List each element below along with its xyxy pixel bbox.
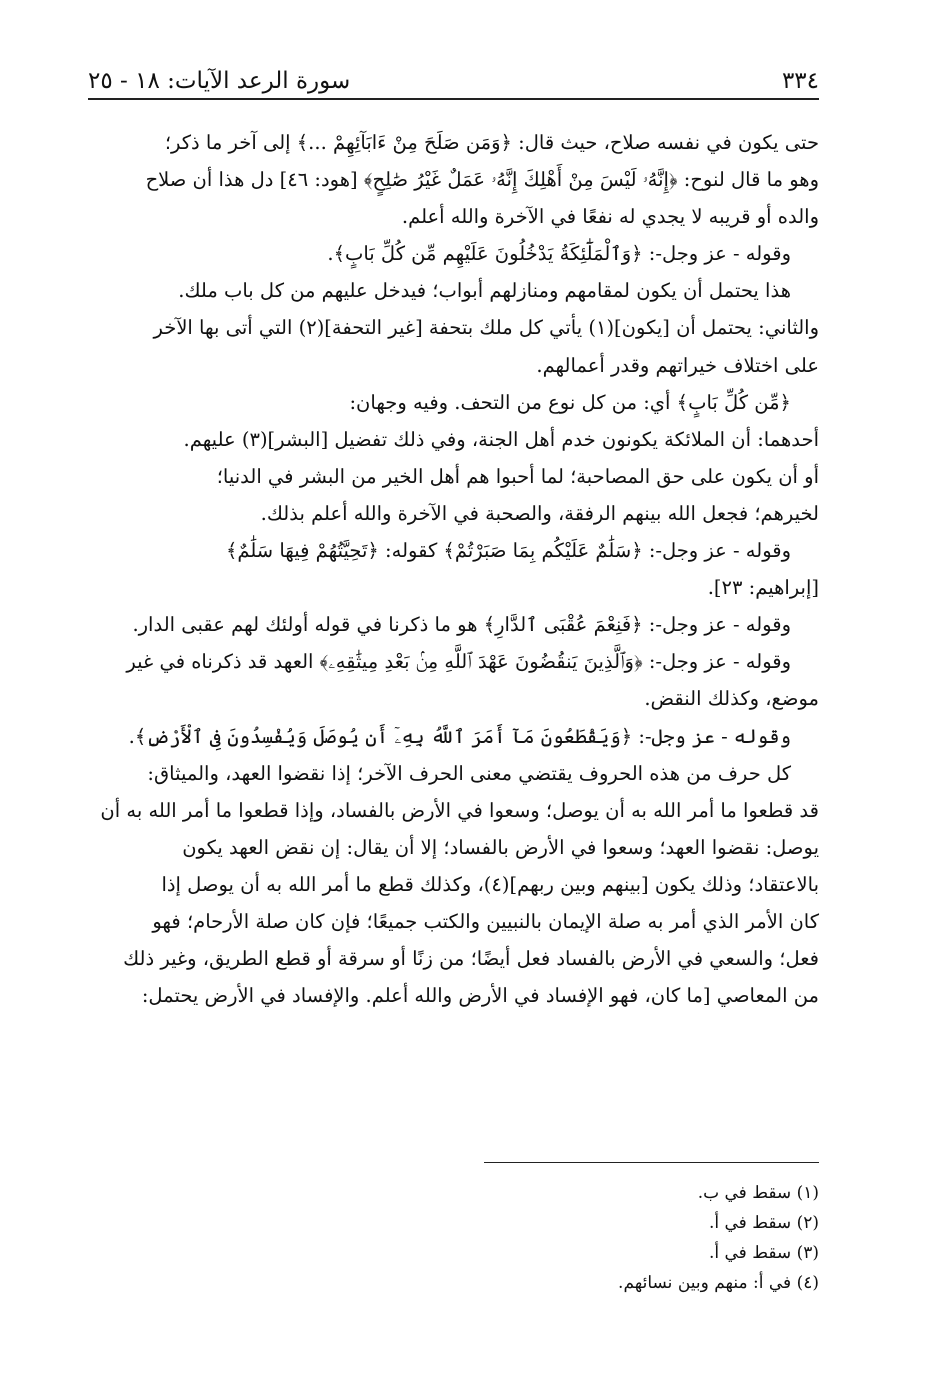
- footnote: (٤) في أ: منهم وبين نسائهم.: [618, 1273, 819, 1293]
- text-line: من المعاصي [ما كان، فهو الإفساد في الأرض والله أعلم. والإفساد في الأرض يحتمل:: [141, 984, 819, 1008]
- text-line: والده أو قريبه لا يجدي له نفعًا في الآخرة والله أعلم.: [401, 205, 819, 229]
- text-line: حتى يكون في نفسه صلاح، حيث قال: ﴿وَمَن صَلَحَ مِنْ ءَابَآئِهِمْ ...﴾ إلى آخر ما ذكر؛: [164, 131, 819, 154]
- text-line: وقوله - عز وجل-: ﴿فَنِعْمَ عُقْبَى ٱلدَّارِ﴾ هو ما ذكرنا في قوله أولئك لهم عقبى الدار.: [132, 613, 791, 637]
- main-text: [88, 124, 819, 1014]
- text-line: كل حرف من هذه الحروف يقتضي معنى الحرف الآخر؛ إذا نقضوا العهد، والميثاق:: [147, 761, 791, 785]
- footnote: (١) سقط في ب.: [697, 1183, 819, 1203]
- text-line: أو أن يكون على حق المصاحبة؛ لما أحبوا هم أهل الخير من البشر في الدنيا؛: [216, 464, 819, 488]
- footnote: (٢) سقط في أ.: [708, 1213, 819, 1233]
- text-line: موضع، وكذلك النقض.: [644, 687, 819, 711]
- page-header: [88, 58, 819, 94]
- footnotes: [88, 1178, 819, 1298]
- footnote-separator: [484, 1162, 819, 1163]
- text-line: وقوله - عز وجل-: ﴿وَٱلَّذِينَ يَنقُضُونَ عَهْدَ ٱللَّهِ مِنۢ بَعْدِ مِيثَٰقِهِۦ﴾ العهد قد ذكرناه في غير: [126, 650, 791, 674]
- text-line: والثاني: يحتمل أن [يكون](١) يأتي كل ملك بتحفة [غير التحفة](٢) التي أتى بها الآخر: [153, 316, 819, 340]
- running-title: سورة الرعد الآيات: ١٨ - ٢٥: [88, 68, 351, 94]
- text-line: وهو ما قال لنوح: ﴿إِنَّهُۥ لَيْسَ مِنْ أَهْلِكَ إِنَّهُۥ عَمَلٌ غَيْرُ صَٰلِحٍ﴾ [هود: ٤٦] دل هذا أن صلاح: [145, 168, 819, 192]
- text-line: هذا يحتمل أن يكون لمقامهم ومنازلهم أبواب؛ فيدخل عليهم من كل باب ملك.: [178, 279, 791, 303]
- page-number: ٣٣٤: [781, 68, 819, 94]
- text-line: كان الأمر الذي أمر به صلة الإيمان بالنبيين والكتب جميعًا؛ فإن كان صلة الأرحام؛ فهو: [152, 909, 819, 933]
- text-line: أحدهما: أن الملائكة يكونون خدم أهل الجنة، وفي ذلك تفضيل [البشر](٣) عليهم.: [183, 427, 819, 451]
- text-line: [إبراهيم: ٢٣].: [707, 576, 819, 600]
- text-line: على اختلاف خيراتهم وقدر أعمالهم.: [536, 353, 819, 377]
- text-line: وقوله - عز وجل-: ﴿وَٱلْمَلَٰٓئِكَةُ يَدْخُلُونَ عَلَيْهِم مِّن كُلِّ بَابٍ﴾.: [327, 242, 791, 266]
- header-rule: [88, 98, 819, 100]
- text-line: وقوله - عز وجل-: ﴿وَيَقْطَعُونَ مَآ أَمَرَ ٱللَّهُ بِهِۦٓ أَن يُوصَلَ وَيُفْسِدُونَ فِى ٱلْأَرْضِ﴾.: [128, 724, 791, 748]
- text-line: لخيرهم؛ فجعل الله بينهم الرفقة، والصحبة في الآخرة والله أعلم بذلك.: [260, 501, 819, 525]
- text-line: قد قطعوا ما أمر الله به أن يوصل؛ وسعوا في الأرض بالفساد، وإذا قطعوا ما أمر الله به أن: [100, 798, 819, 822]
- text-line: يوصل: نقضوا العهد؛ وسعوا في الأرض بالفساد؛ إلا أن يقال: إن نقض العهد يكون: [182, 835, 819, 859]
- text-line: بالاعتقاد؛ وذلك يكون [بينهم وبين ربهم](٤)، وكذلك قطع ما أمر الله به أن يوصل إذا: [161, 872, 819, 896]
- text-line: فعل؛ والسعي في الأرض بالفساد فعل أيضًا؛ من زنًا أو سرقة أو قطع الطريق، وغير ذلك: [123, 947, 819, 971]
- footnote: (٣) سقط في أ.: [708, 1243, 819, 1263]
- text-line: وقوله - عز وجل-: ﴿سَلَٰمٌ عَلَيْكُم بِمَا صَبَرْتُمْ﴾ كقوله: ﴿تَحِيَّتُهُمْ فِيهَا سَلَٰمٌ﴾: [225, 539, 791, 563]
- text-line: ﴿مِّن كُلِّ بَابٍ﴾ أي: من كل نوع من التحف. وفيه وجهان:: [349, 390, 791, 414]
